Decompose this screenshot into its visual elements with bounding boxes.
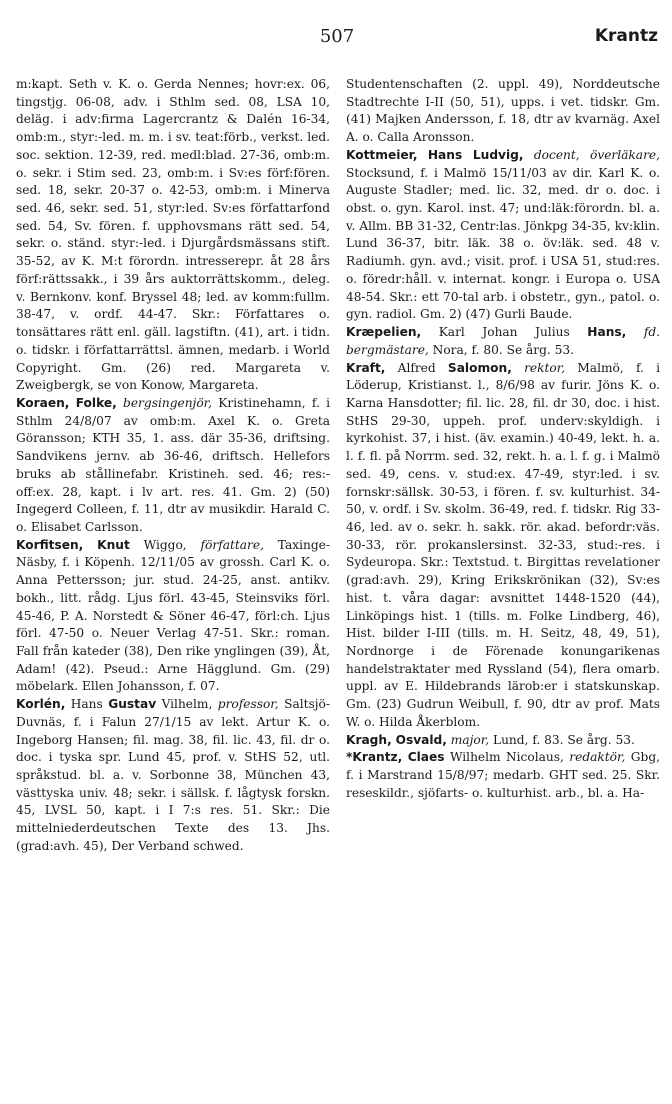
right-column [346, 76, 660, 1094]
entry-body: Nora, f. 80. Se årg. 53. [428, 342, 575, 357]
entry-title: författare, [200, 537, 264, 552]
entry-surname: Korfitsen, [16, 537, 84, 552]
entry-first-names: Karl Johan Julius [421, 325, 588, 340]
entry-callname: Knut [97, 537, 130, 552]
entry-callname: Hans Ludvig, [427, 147, 524, 162]
entry-body: Lund, f. 83. Se årg. 53. [489, 732, 635, 747]
entry-body: Kristinehamn, f. i Sthlm 24/8/07 av omb:m. Axel K. o. Greta Göransson; KTH 35, 1. ass. där 35-36, driftsing. Sandvikens jernv. ab 36-46, driftsch. Hellefors bruks ab stållinefabr. Kristineh. sed. 46; res:-off:ex. 28, kapt. i lv art. res. 41. Gm. 2) (50) Ingegerd Colleen, f. 11, dtr av musikdir. Harald C. o. Elisabet Carlsson. [16, 395, 330, 534]
entry-callname: Claes [407, 750, 445, 765]
entry-body: Gbg, f. i Marstrand 15/8/97; medarb. GHT sed. 25. Skr. reseskildr., sjöfarts- o. kulturhist. arb., bl. a. Ha- [346, 750, 660, 800]
entry-callname: Salomon, [447, 360, 512, 375]
entry-kragh [346, 732, 660, 750]
entry-title: redaktör, [569, 750, 626, 765]
entry-title: docent, överläkare, [533, 147, 660, 162]
entry-first-names [83, 538, 97, 552]
entry-title: professor, [217, 697, 279, 712]
entry-first-names [418, 148, 428, 162]
entry-surname: Kragh, [346, 732, 392, 747]
entry-middle-names [512, 361, 524, 375]
entry-surname: Kræpelien, [346, 325, 422, 340]
entry-kottmeier [346, 147, 660, 324]
continuation-paragraph: m:kapt. Seth v. K. o. Gerda Nennes; hovr:ex. 06, tingstjg. 06-08, adv. i Sthlm sed. 08, LSA 10, deläg. i adv:firma Lagercrantz & Dalén 16-34, omb:m., styr:-led. m. m. i sv. teat:förb., verkst. led. soc. sektion. 12-39, red. medl:blad. 27-36, omb:m. o. sekr. i Stim sed. 23, omb:m. i Sv:es förf:fören. sed. 18, sekr. 20-37 o. 42-53, omb:m. i Minerva sed. 46, sekr. sed. 51, styr:led. Sv:es författarfond sed. 54, Sv. fören. f. upphovsmans rätt sed. 54, sekr. o. ständ. styr:-led. i Djurgårdsmässans stift. 35-52, av K. M:t förordn. intresserepr. åt 28 års förf:rättssakk., i 39 års auktorrättskomm., deleg. v. Bernkonv. konf. Bryssel 48; led. av komm:fullm. 38-47, v. ordf. 44-47. Skr.: Författares o. tonsättares rätt enl. gäll. lagstiftn. (41), art. i tidn. o. tidskr. i författarrättsl. ämnen, medarb. i World Copyright. Gm. (26) red. Margareta v. Zweigbergk, se von Konow, Margareta. [16, 77, 330, 393]
entry-callname: Gustav [108, 697, 157, 712]
entry-title: rektor, [524, 360, 566, 375]
entry-koraen [16, 395, 330, 537]
entry-body: Saltsjö-Duvnäs, f. i Falun 27/1/15 av lekt. Artur K. o. Ingeborg Hansen; fil. mag. 38, fil. lic. 43, fil. dr o. doc. i tyska spr. Lund 45, prof. v. StHS 52, utl. språkstud. bl. a. v. Sorbonne 38, München 43, västtyska univ. 48; sekr. i sällsk. f. lågtysk forskn. 45, LVSL 50, kapt. i I 7:s res. 51. Skr.: Die mittelniederdeutschen Texte des 13. Jhs. (grad:avh. 45), Der Verband schwed. [16, 697, 330, 853]
entry-surname: Kraft, [346, 360, 386, 375]
text-columns [16, 76, 660, 1094]
entry-surname: Kottmeier, [346, 147, 418, 162]
entry-kraepelien [346, 324, 660, 359]
entry-first-names: Hans [65, 697, 109, 712]
entry-surname: Koraen, [16, 395, 70, 410]
entry-title: fd. bergmästare, [346, 325, 660, 357]
page-header [16, 16, 658, 56]
entry-surname: *Krantz, [346, 750, 403, 765]
entry-callname: Osvald, [395, 732, 447, 747]
entry-krantz [346, 749, 660, 802]
left-column [16, 76, 330, 1094]
entry-first-names: Alfred [385, 360, 448, 375]
entry-title: major, [450, 732, 490, 747]
entry-korfitsen [16, 537, 330, 696]
entry-korlen [16, 696, 330, 855]
running-head: Krantz [594, 26, 658, 46]
page-number: 507 [319, 26, 355, 47]
entry-callname: Folke, [75, 395, 117, 410]
entry-surname: Korlén, [16, 697, 66, 712]
entry-body: Taxinge-Näsby, f. i Köpenh. 12/11/05 av grossh. Carl K. o. Anna Pettersson; jur. stud. 24-25, anst. antikv. bokh., litt. rådg. Ljus förl. 43-45, Steinsviks förl. 45-46, P. A. Norstedt & Söner 46-47, förl:ch. Ljus förl. 47-50 o. Neuer Verlag 47-51. Skr.: roman. Fall från kateder (38), Den rike ynglingen (39), Åt, Adam! (42). Pseud.: Arne Hägglund. Gm. (29) möbelark. Ellen Johansson, f. 07. [16, 537, 330, 694]
continuation-paragraph: Studentenschaften (2. uppl. 49), Norddeutsche Stadtrechte I-II (50, 51), upps. i vet. tidskr. Gm. (41) Majken Andersson, f. 18, dtr av kvarnäg. Axel A. o. Calla Aronsson. [346, 77, 660, 145]
entry-kraft [346, 360, 660, 732]
entry-body: Stocksund, f. i Malmö 15/11/03 av dir. Karl K. o. Auguste Stadler; med. lic. 32, med. dr o. doc. i obst. o. gyn. Karol. inst. 47; und:läk:förordn. bl. a. v. Allm. BB 31-32, Centr:las. Jönkpg 34-35, kv:klin. Lund 36-37, bitr. läk. 38 o. öv:läk. sed. 48 v. Radiumh. gyn. avd.; visit. prof. i USA 51, stud:res. o. föredr:håll. v. internat. kongr. i Europa o. USA 48-54. Skr.: ett 70-tal arb. i obstetr., gyn., patol. o. gyn. radiol. Gm. 2) (47) Gurli Baude. [346, 165, 660, 322]
entry-middle-names [524, 148, 534, 162]
entry-middle-names: Wiggo, [129, 537, 201, 552]
entry-callname: Hans, [587, 325, 627, 340]
entry-middle-names [626, 325, 644, 339]
entry-middle-names: Wilhelm Nicolaus, [444, 750, 570, 765]
entry-title: bergsingenjör, [123, 395, 213, 410]
entry-body: Malmö, f. i Löderup, Kristianst. l., 8/6/98 av furir. Jöns K. o. Karna Hansdotter; fil. lic. 28, fil. dr 30, doc. i hist. StHS 29-30, uppeh. prof. underv:skyldigh. i kyrkohist. 37, i hist. (äv. examin.) 40-49, lekt. h. a. l. f. fl. på Norrm. sed. 32, rekt. h. a. l. f. g. i Malmö sed. 49, cens. v. stud:ex. 47-49, styr:led. i sv. fornskr:sällsk. 30-53, i fören. f. sv. kulturhist. 34-50, v. ordf. i Sv. skolm. 36-49, red. f. tidskr. Rig 33-46, led. av o. sekr. h. sakk. rör. akad. befordr:väs. 30-33, rör. prokanslersinst. 32-33, stud:-res. i Sydeuropa. Skr.: Textstud. t. Birgittas revelationer (grad:avh. 29), Kring Erikskrönikan (32), Sv:es hist. t. våra dagar: avsnittet 1448-1520 (44), Linköpings hist. 1 (tills. m. Folke Lindberg, 46), Hist. bilder I-III (tills. m. H. Seitz, 48, 49, 51), Nordnorge i de Förenade konungarikenas handelstraktater med Ryssland (54), flera omarb. uppl. av E. Hildebrands lärob:er i statskunskap. Gm. (23) Gudrun Weibull, f. 90, dtr av prof. Mats W. o. Hilda Åkerblom. [346, 360, 660, 729]
entry-middle-names: Vilhelm, [156, 697, 218, 712]
